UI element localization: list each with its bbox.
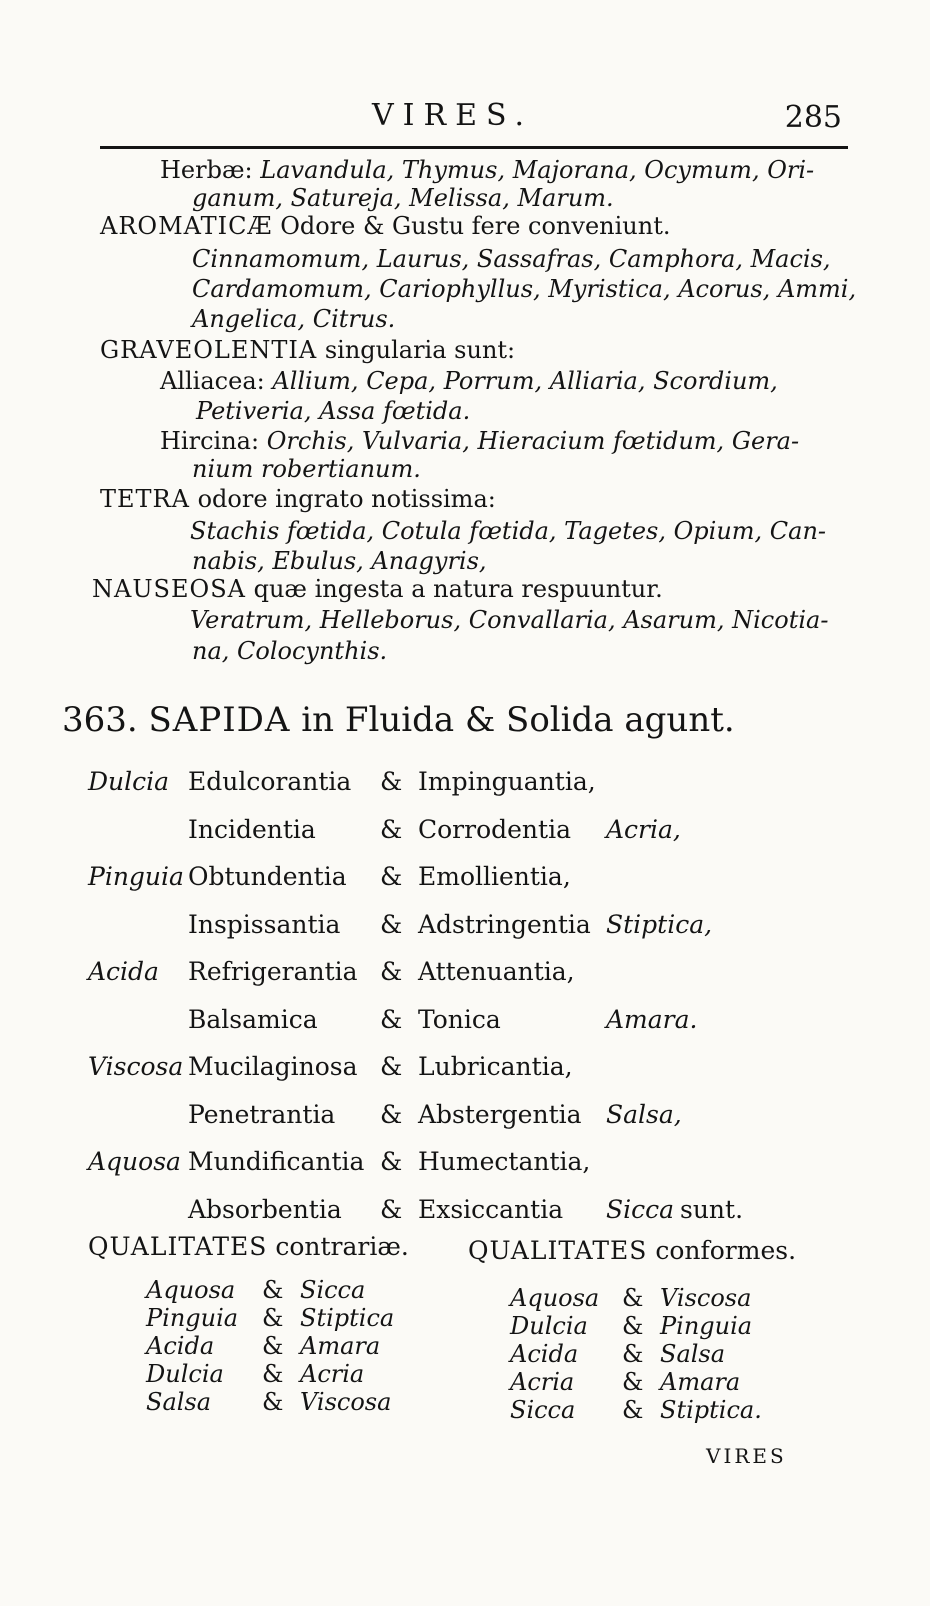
aromatica-list-3: Angelica, Citrus.	[192, 305, 396, 333]
qual-term-a: Sicca	[510, 1396, 576, 1424]
sapida-row-label: Acida	[88, 957, 159, 986]
sapida-row-ampersand: &	[380, 1005, 403, 1034]
qual-ampersand: &	[262, 1276, 284, 1304]
graveolentia-text: singularia sunt:	[324, 336, 516, 364]
qual-ampersand: &	[262, 1360, 284, 1388]
section-head: SAPIDA	[148, 700, 291, 740]
aromatica-list-2: Cardamomum, Cariophyllus, Myristica, Acorus, Ammi,	[192, 275, 857, 303]
qual-term-b: Salsa	[660, 1340, 726, 1368]
sapida-row-term-b: Corrodentia	[418, 815, 571, 844]
sapida-row-class: Acria,	[606, 815, 681, 844]
tetra-text: odore ingrato notissima:	[197, 485, 496, 513]
qual-ampersand: &	[262, 1332, 284, 1360]
qual-term-a: Acida	[510, 1340, 579, 1368]
graveolentia-heading-line	[100, 335, 515, 365]
qual-ampersand: &	[622, 1340, 644, 1368]
sapida-row-term-a: Inspissantia	[188, 910, 341, 939]
aromatica-head: AROMATICÆ	[100, 212, 273, 240]
tetra-heading-line	[100, 484, 496, 514]
sapida-row-term-a: Balsamica	[188, 1005, 318, 1034]
alliacea-list-2: Petiveria, Assa fœtida.	[196, 397, 471, 425]
qual-term-b: Amara	[300, 1332, 381, 1360]
herbae-line-1	[160, 155, 814, 185]
sapida-row-ampersand: &	[380, 815, 403, 844]
sapida-row-term-b: Emollientia,	[418, 862, 571, 891]
qual-ampersand: &	[622, 1312, 644, 1340]
qual-term-b: Viscosa	[660, 1284, 752, 1312]
sapida-row-label: Viscosa	[88, 1052, 184, 1081]
sapida-row-term-b: Attenuantia,	[418, 957, 575, 986]
nauseosa-list-2: na, Colocynthis.	[192, 637, 388, 665]
qual-term-a: Aquosa	[510, 1284, 600, 1312]
qual-term-a: Acria	[510, 1368, 575, 1396]
section-text: in Fluida & Solida agunt.	[301, 700, 735, 740]
hircina-list-1: Orchis, Vulvaria, Hieracium fœtidum, Gera-	[266, 427, 800, 455]
sapida-row-term-a: Incidentia	[188, 815, 316, 844]
sapida-row-label: Dulcia	[88, 767, 170, 796]
qual-term-b: Viscosa	[300, 1388, 392, 1416]
sapida-row-term-a: Edulcorantia	[188, 767, 352, 796]
conformes-heading	[468, 1236, 796, 1265]
sapida-row-label: Aquosa	[88, 1147, 181, 1176]
sapida-row-class: Salsa,	[606, 1100, 682, 1129]
sapida-row-term-a: Absorbentia	[188, 1195, 342, 1224]
graveolentia-head: GRAVEOLENTIA	[100, 336, 318, 364]
qual-ampersand: &	[262, 1304, 284, 1332]
aromatica-list-1: Cinnamomum, Laurus, Sassafras, Camphora, Macis,	[192, 245, 831, 273]
qual-term-a: Salsa	[146, 1388, 212, 1416]
sapida-row-term-a: Mucilaginosa	[188, 1052, 358, 1081]
sapida-row-suffix: sunt.	[680, 1195, 744, 1224]
sapida-row-ampersand: &	[380, 957, 403, 986]
nauseosa-heading-line	[92, 574, 663, 604]
running-title: VIRES.	[372, 98, 534, 133]
sapida-row-term-a: Refrigerantia	[188, 957, 358, 986]
qual-term-a: Acida	[146, 1332, 215, 1360]
alliacea-list-1: Allium, Cepa, Porrum, Alliaria, Scordium,	[272, 367, 778, 395]
qual-ampersand: &	[622, 1368, 644, 1396]
alliacea-label: Alliacea:	[160, 367, 265, 395]
qual-term-b: Stiptica	[300, 1304, 395, 1332]
header-rule	[100, 146, 848, 149]
tetra-head: TETRA	[100, 485, 190, 513]
conformes-head: QUALITATES	[468, 1236, 648, 1265]
sapida-row-ampersand: &	[380, 767, 403, 796]
qual-term-a: Dulcia	[146, 1360, 224, 1388]
sapida-row-label: Pinguia	[88, 862, 184, 891]
herbae-list-1: Lavandula, Thymus, Majorana, Ocymum, Ori-	[260, 156, 815, 184]
sapida-row-class: Sicca	[606, 1195, 675, 1224]
hircina-line-1	[160, 426, 799, 456]
qual-term-a: Dulcia	[510, 1312, 588, 1340]
sapida-row-term-b: Impinguantia,	[418, 767, 596, 796]
sapida-row-term-b: Lubricantia,	[418, 1052, 573, 1081]
qual-ampersand: &	[622, 1396, 644, 1424]
sapida-row-ampersand: &	[380, 1147, 403, 1176]
running-head	[0, 98, 930, 144]
contrariae-head: QUALITATES	[88, 1232, 268, 1261]
qual-term-b: Sicca	[300, 1276, 366, 1304]
sapida-row-term-a: Mundificantia	[188, 1147, 365, 1176]
tetra-list-2: nabis, Ebulus, Anagyris,	[192, 547, 487, 575]
sapida-row-ampersand: &	[380, 1195, 403, 1224]
sapida-row-term-b: Abstergentia	[418, 1100, 582, 1129]
qual-term-a: Pinguia	[146, 1304, 239, 1332]
qual-ampersand: &	[262, 1388, 284, 1416]
section-number: 363.	[62, 700, 138, 740]
sapida-row-ampersand: &	[380, 1052, 403, 1081]
sapida-row-class: Stiptica,	[606, 910, 713, 939]
tetra-list-1: Stachis fœtida, Cotula fœtida, Tagetes, Opium, Can-	[190, 517, 827, 545]
sapida-row-ampersand: &	[380, 862, 403, 891]
sapida-row-class: Amara.	[606, 1005, 698, 1034]
contrariae-heading	[88, 1232, 409, 1261]
qual-term-b: Pinguia	[660, 1312, 753, 1340]
conformes-text: conformes.	[655, 1236, 797, 1265]
sapida-row-term-b: Humectantia,	[418, 1147, 591, 1176]
nauseosa-text: quæ ingesta a natura respuuntur.	[253, 575, 663, 603]
alliacea-line-1	[160, 366, 778, 396]
sapida-row-term-b: Adstringentia	[418, 910, 591, 939]
qual-term-a: Aquosa	[146, 1276, 236, 1304]
section-heading	[62, 700, 735, 740]
qual-term-b: Stiptica.	[660, 1396, 762, 1424]
qual-term-b: Amara	[660, 1368, 741, 1396]
sapida-row-ampersand: &	[380, 1100, 403, 1129]
qual-term-b: Acria	[300, 1360, 365, 1388]
sapida-row-ampersand: &	[380, 910, 403, 939]
hircina-label: Hircina:	[160, 427, 260, 455]
aromatica-text: Odore & Gustu fere conveniunt.	[280, 212, 671, 240]
catchword: VIRES	[706, 1444, 787, 1468]
nauseosa-list-1: Veratrum, Helleborus, Convallaria, Asarum, Nicotia-	[190, 606, 829, 634]
aromatica-heading-line	[100, 211, 670, 241]
herbae-label: Herbæ:	[160, 156, 253, 184]
qual-ampersand: &	[622, 1284, 644, 1312]
hircina-list-2: nium robertianum.	[192, 455, 421, 483]
nauseosa-head: NAUSEOSA	[92, 575, 246, 603]
sapida-row-term-b: Exsiccantia	[418, 1195, 564, 1224]
herbae-list-2: ganum, Satureja, Melissa, Marum.	[192, 184, 614, 212]
sapida-row-term-b: Tonica	[418, 1005, 501, 1034]
page-number: 285	[784, 100, 842, 135]
sapida-row-term-a: Obtundentia	[188, 862, 347, 891]
contrariae-text: contrariæ.	[275, 1232, 409, 1261]
sapida-row-term-a: Penetrantia	[188, 1100, 336, 1129]
